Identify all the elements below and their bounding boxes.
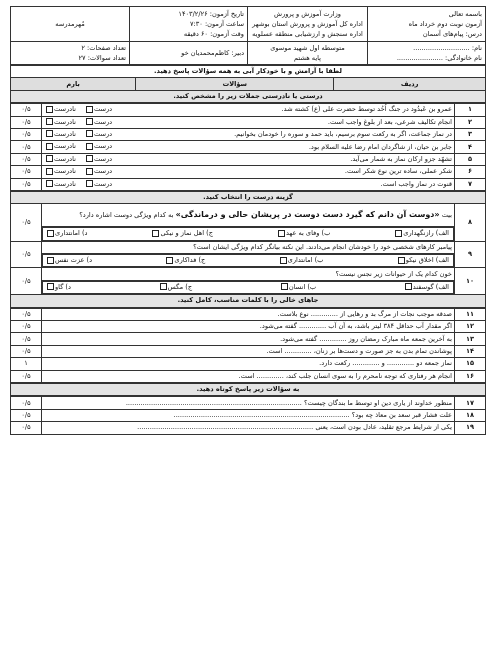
question-row <box>11 358 486 370</box>
true-false-options <box>46 179 112 190</box>
question-row <box>11 166 486 178</box>
option-label: د) عزت نفس <box>55 256 93 265</box>
exam-page <box>10 6 486 435</box>
true-false-options <box>46 166 112 177</box>
question-row <box>11 241 486 253</box>
section-row <box>11 295 486 307</box>
question-number: ۱۰ <box>455 268 486 295</box>
option-c[interactable] <box>166 255 205 266</box>
question-row <box>11 370 486 382</box>
question-score: ۰/۵ <box>11 104 42 116</box>
question-row <box>11 153 486 165</box>
question-score: ۰/۵ <box>11 397 42 409</box>
exam-date: تاریخ آزمون: ۱۴۰۳/۲/۲۶ <box>178 10 244 18</box>
question-number: ۱۱ <box>455 308 486 320</box>
question-score: ۰/۵ <box>11 422 42 434</box>
question-score: ۰/۵ <box>11 321 42 333</box>
question-number: ۵ <box>455 153 486 165</box>
question-text: انجام هر رفتاری که توجه نامحرم را به سوی انسان جلب کند، ............. است. <box>238 371 452 380</box>
verse-prefix: بیت <box>441 211 452 220</box>
question-row <box>11 204 486 227</box>
checkbox-icon[interactable] <box>86 155 93 162</box>
question-score: ۰/۵ <box>11 241 42 268</box>
checkbox-icon[interactable] <box>47 230 54 237</box>
question-text: شکر عملی، ساده ترین نوع شکر است. <box>344 167 452 176</box>
question-number: ۱۳ <box>455 333 486 345</box>
question-text: در نماز جماعت، اگر به رکعت سوم برسیم، باید حمد و سوره را خودمان بخوانیم. <box>234 130 452 139</box>
header-title-block <box>367 7 485 41</box>
option-d[interactable] <box>47 282 71 293</box>
option-label: نادرست <box>54 142 76 151</box>
option-label: ج) فداکاری <box>174 256 206 265</box>
exam-info-row <box>10 42 486 65</box>
question-row <box>11 141 486 153</box>
teacher-block <box>129 42 247 64</box>
option-a[interactable] <box>398 255 449 266</box>
tf-table <box>10 103 486 191</box>
checkbox-icon[interactable] <box>86 106 93 113</box>
question-number: ۷ <box>455 178 486 190</box>
section-row <box>11 90 486 102</box>
question-cell <box>42 333 455 345</box>
option-correct[interactable] <box>86 141 112 152</box>
question-score: ۰/۵ <box>11 166 42 178</box>
questions-count: تعداد سوالات: ۲۷ <box>78 54 126 62</box>
checkbox-icon[interactable] <box>47 283 54 290</box>
option-label: درست <box>93 142 113 151</box>
option-correct[interactable] <box>86 154 112 165</box>
question-cell <box>42 358 455 370</box>
option-label: نادرست <box>54 179 76 188</box>
option-label: الف) رازنگهداری <box>403 229 449 238</box>
section-mc-title: گزینه درست را انتخاب کنید. <box>11 191 486 203</box>
question-row <box>11 397 486 409</box>
exam-header <box>10 6 486 42</box>
option-label: نادرست <box>54 167 76 176</box>
question-row <box>11 308 486 320</box>
option-label: نادرست <box>54 129 76 138</box>
checkbox-icon[interactable] <box>398 257 405 264</box>
option-label: درست <box>93 117 113 126</box>
grade-label: پایه هشتم <box>293 54 322 62</box>
question-text: تشهّد جزو ارکان نماز به شمار می‌آید. <box>350 154 452 163</box>
option-correct[interactable] <box>86 117 112 128</box>
question-row <box>11 333 486 345</box>
question-text: خون کدام یک از حیوانات زیر نجس نیست؟ <box>42 268 455 280</box>
checkbox-icon[interactable] <box>166 257 173 264</box>
student-family-field[interactable]: نام خانوادگی: ...................... <box>396 54 482 62</box>
option-label: د) امانتداری <box>55 229 88 238</box>
header-line: اداره سنجش و ارزشیابی منطقه عسلویه <box>252 30 363 38</box>
verse-suffix: به کدام ویژگی دوست اشاره دارد؟ <box>79 211 174 220</box>
question-number: ۹ <box>455 241 486 268</box>
question-cell <box>42 409 455 421</box>
option-label: الف) اخلاق نیکو <box>405 256 449 265</box>
option-label: درست <box>93 154 113 163</box>
instructions: لطفا با آرامش و با خودکار آبی به همه سؤالات پاسخ دهید. <box>11 66 486 78</box>
student-name-field[interactable]: نام: ........................... <box>413 44 482 52</box>
questions-table <box>10 65 486 103</box>
question-number: ۳ <box>455 128 486 140</box>
section-short-title: به سؤالات زیر پاسخ کوتاه دهید. <box>11 383 486 395</box>
question-cell <box>42 116 455 128</box>
checkbox-icon[interactable] <box>46 180 53 187</box>
poem-verse: «دوست آن دانم که گیرد دست دوست در پریشان حالی و درماندگی» <box>175 210 440 220</box>
question-row <box>11 321 486 333</box>
school-name: متوسطه اول شهید موسوی <box>270 44 345 52</box>
checkbox-icon[interactable] <box>152 230 159 237</box>
table-header-row <box>11 78 486 90</box>
question-number: ۲ <box>455 116 486 128</box>
option-c[interactable] <box>152 228 213 239</box>
option-wrong[interactable] <box>46 141 76 152</box>
question-text: منظور خداوند از یاری دین او توسط ما بندگان چیست؟ .................................................................................... <box>125 398 452 407</box>
question-text <box>42 204 455 227</box>
question-score: ۰/۵ <box>11 116 42 128</box>
question-cell <box>42 166 455 178</box>
section-row <box>11 383 486 395</box>
mc-table <box>10 191 486 308</box>
option-label: ج) مگس <box>167 282 193 291</box>
option-wrong[interactable] <box>46 104 76 115</box>
true-false-options <box>46 104 112 115</box>
header-line: درس: پیام‌های آسمان <box>422 30 482 38</box>
section-fill-title: جاهای خالی را با کلمات مناسب، کامل کنید. <box>11 295 486 307</box>
question-number: ۱۲ <box>455 321 486 333</box>
question-cell <box>42 422 455 434</box>
header-row-num: ردیف <box>334 78 486 90</box>
school-stamp-area <box>11 7 129 41</box>
pages-count: تعداد صفحات: ۲ <box>81 44 126 52</box>
question-text: اگر مقدار آب حداقل ۳۸۴ لیتر باشد، به آن آب ............. گفته می‌شود. <box>259 322 452 331</box>
option-label: ب) امانتداری <box>287 256 324 265</box>
q8-options <box>42 227 454 240</box>
exam-time: ساعت آزمون: ۷:۳۰ <box>189 20 244 28</box>
checkbox-icon[interactable] <box>86 180 93 187</box>
checkbox-icon[interactable] <box>47 257 54 264</box>
question-text: انجام تکالیف شرعی، بعد از بلوغ واجب است. <box>327 117 452 126</box>
question-number: ۱ <box>455 104 486 116</box>
checkbox-icon[interactable] <box>46 118 53 125</box>
option-d[interactable] <box>47 228 87 239</box>
header-line: باسمه تعالی <box>448 10 482 18</box>
question-number: ۸ <box>455 204 486 241</box>
exam-duration: وقت آزمون: ۶۰ دقیقه <box>183 30 244 38</box>
checkbox-icon[interactable] <box>46 143 53 150</box>
question-number: ۱۶ <box>455 370 486 382</box>
header-line: اداره کل آموزش و پرورش استان بوشهر <box>252 20 363 28</box>
option-label: د) گاو <box>55 282 71 291</box>
option-wrong[interactable] <box>46 179 76 190</box>
question-row <box>11 268 486 280</box>
options-row <box>11 254 486 268</box>
question-cell <box>42 308 455 320</box>
question-score: ۰/۵ <box>11 308 42 320</box>
question-cell <box>42 345 455 357</box>
q9-options <box>42 254 454 267</box>
question-row <box>11 116 486 128</box>
option-b[interactable] <box>278 228 330 239</box>
checkbox-icon[interactable] <box>46 168 53 175</box>
question-score: ۰/۵ <box>11 268 42 295</box>
question-number: ۱۴ <box>455 345 486 357</box>
true-false-options <box>46 117 112 128</box>
question-cell <box>42 128 455 140</box>
checkbox-icon[interactable] <box>86 168 93 175</box>
question-cell <box>42 153 455 165</box>
option-label: الف) گوسفند <box>412 282 449 291</box>
q10-options <box>42 281 454 294</box>
option-b[interactable] <box>280 255 324 266</box>
short-header-table <box>10 383 486 396</box>
counts-block <box>11 42 129 64</box>
question-score: ۰/۵ <box>11 128 42 140</box>
checkbox-icon[interactable] <box>405 283 412 290</box>
question-text: به آخرین جمعه ماه مبارک رمضان روز ............. گفته می‌شود. <box>280 334 452 343</box>
question-text: علت فشار قبر سعد بن معاذ چه بود؟ .................................................................................... <box>173 410 452 419</box>
question-score: ۰/۵ <box>11 370 42 382</box>
question-text: عمرو بن عَبدُود در جنگ اُحُد توسط حضرت علی (ع) کشته شد. <box>281 105 452 114</box>
question-score: ۰/۵ <box>11 333 42 345</box>
options-row <box>11 227 486 241</box>
option-b[interactable] <box>281 282 316 293</box>
checkbox-icon[interactable] <box>46 106 53 113</box>
question-text: پوشاندن تمام بدن به جز صورت و دست‌ها بر زنان، ............. است. <box>266 347 452 355</box>
school-stamp-label: مُهرمدرسه <box>55 20 85 28</box>
checkbox-icon[interactable] <box>278 230 285 237</box>
option-label: درست <box>93 179 113 188</box>
question-cell <box>42 370 455 382</box>
option-label: ب) وفای به عهد <box>285 229 331 238</box>
question-cell <box>42 321 455 333</box>
option-label: ج) اهل نماز و نیکی <box>160 229 213 238</box>
question-score: ۰/۵ <box>11 153 42 165</box>
option-c[interactable] <box>160 282 193 293</box>
question-text: نماز جمعه دو ............. و ............. رکعت دارد. <box>319 359 452 368</box>
option-correct[interactable] <box>86 104 112 115</box>
option-wrong[interactable] <box>46 166 76 177</box>
header-ministry-block <box>247 7 367 41</box>
option-label: نادرست <box>54 105 76 114</box>
question-row <box>11 178 486 190</box>
question-number: ۱۸ <box>455 409 486 421</box>
checkbox-icon[interactable] <box>395 230 402 237</box>
checkbox-icon[interactable] <box>86 143 93 150</box>
student-name-block <box>367 42 485 64</box>
header-line: آزمون نوبت دوم خرداد ماه <box>408 20 482 28</box>
checkbox-icon[interactable] <box>46 130 53 137</box>
question-score: ۱ <box>11 358 42 370</box>
question-number: ۴ <box>455 141 486 153</box>
option-label: نادرست <box>54 117 76 126</box>
question-number: ۶ <box>455 166 486 178</box>
option-wrong[interactable] <box>46 117 76 128</box>
short-table <box>10 396 486 434</box>
option-wrong[interactable] <box>46 154 76 165</box>
question-number: ۱۷ <box>455 397 486 409</box>
question-score: ۰/۵ <box>11 345 42 357</box>
option-wrong[interactable] <box>46 129 76 140</box>
option-correct[interactable] <box>86 129 112 140</box>
option-label: ب) انسان <box>288 282 317 291</box>
question-score: ۰/۵ <box>11 178 42 190</box>
school-block <box>247 42 367 64</box>
option-correct[interactable] <box>86 179 112 190</box>
option-label: درست <box>93 167 113 176</box>
question-row <box>11 128 486 140</box>
section-tf-title: درستی یا نادرستی جملات زیر را مشخص کنید. <box>11 90 486 102</box>
question-row <box>11 422 486 434</box>
question-row <box>11 409 486 421</box>
true-false-options <box>46 141 112 152</box>
question-text: جابر بن حیان، از شاگردان امام رضا علیه السلام بود. <box>308 142 452 151</box>
option-label: نادرست <box>54 154 76 163</box>
question-text: صدقه موجب نجات از مرگ بد و رهایی از ............. نوع بلاست. <box>277 309 452 318</box>
instructions-row <box>11 66 486 78</box>
question-text: قنوت در نماز واجب است. <box>380 179 452 188</box>
checkbox-icon[interactable] <box>280 257 287 264</box>
option-label: درست <box>93 105 113 114</box>
question-cell <box>42 397 455 409</box>
option-a[interactable] <box>395 228 449 239</box>
question-cell <box>42 104 455 116</box>
teacher-name: دبیر: کاظم‌محمدیان خو <box>181 49 244 57</box>
option-d[interactable] <box>47 255 92 266</box>
question-score: ۰/۵ <box>11 204 42 241</box>
question-cell <box>42 178 455 190</box>
fill-table <box>10 308 486 383</box>
question-number: ۱۵ <box>455 358 486 370</box>
true-false-options <box>46 129 112 140</box>
option-a[interactable] <box>405 282 449 293</box>
checkbox-icon[interactable] <box>46 155 53 162</box>
header-score: بارم <box>11 78 136 90</box>
header-questions: سؤالات <box>136 78 334 90</box>
section-row <box>11 191 486 203</box>
header-line: وزارت آموزش و پرورش <box>274 10 341 18</box>
options-row <box>11 280 486 294</box>
question-text: پیامبر کارهای شخصی خود را خودشان انجام می‌دادند. این نکته بیانگر کدام ویژگی ایشان است؟ <box>42 241 455 253</box>
question-row <box>11 104 486 116</box>
option-label: درست <box>93 129 113 138</box>
question-cell <box>42 141 455 153</box>
question-score: ۰/۵ <box>11 409 42 421</box>
true-false-options <box>46 154 112 165</box>
question-number: ۱۹ <box>455 422 486 434</box>
checkbox-icon[interactable] <box>86 130 93 137</box>
checkbox-icon[interactable] <box>86 118 93 125</box>
question-row <box>11 345 486 357</box>
checkbox-icon[interactable] <box>160 283 167 290</box>
header-date-block <box>129 7 247 41</box>
option-correct[interactable] <box>86 166 112 177</box>
question-text: یکی از شرایط مرجع تقلید، عادل بودن است، یعنی .................................................................................... <box>137 423 452 432</box>
checkbox-icon[interactable] <box>281 283 288 290</box>
question-score: ۰/۵ <box>11 141 42 153</box>
